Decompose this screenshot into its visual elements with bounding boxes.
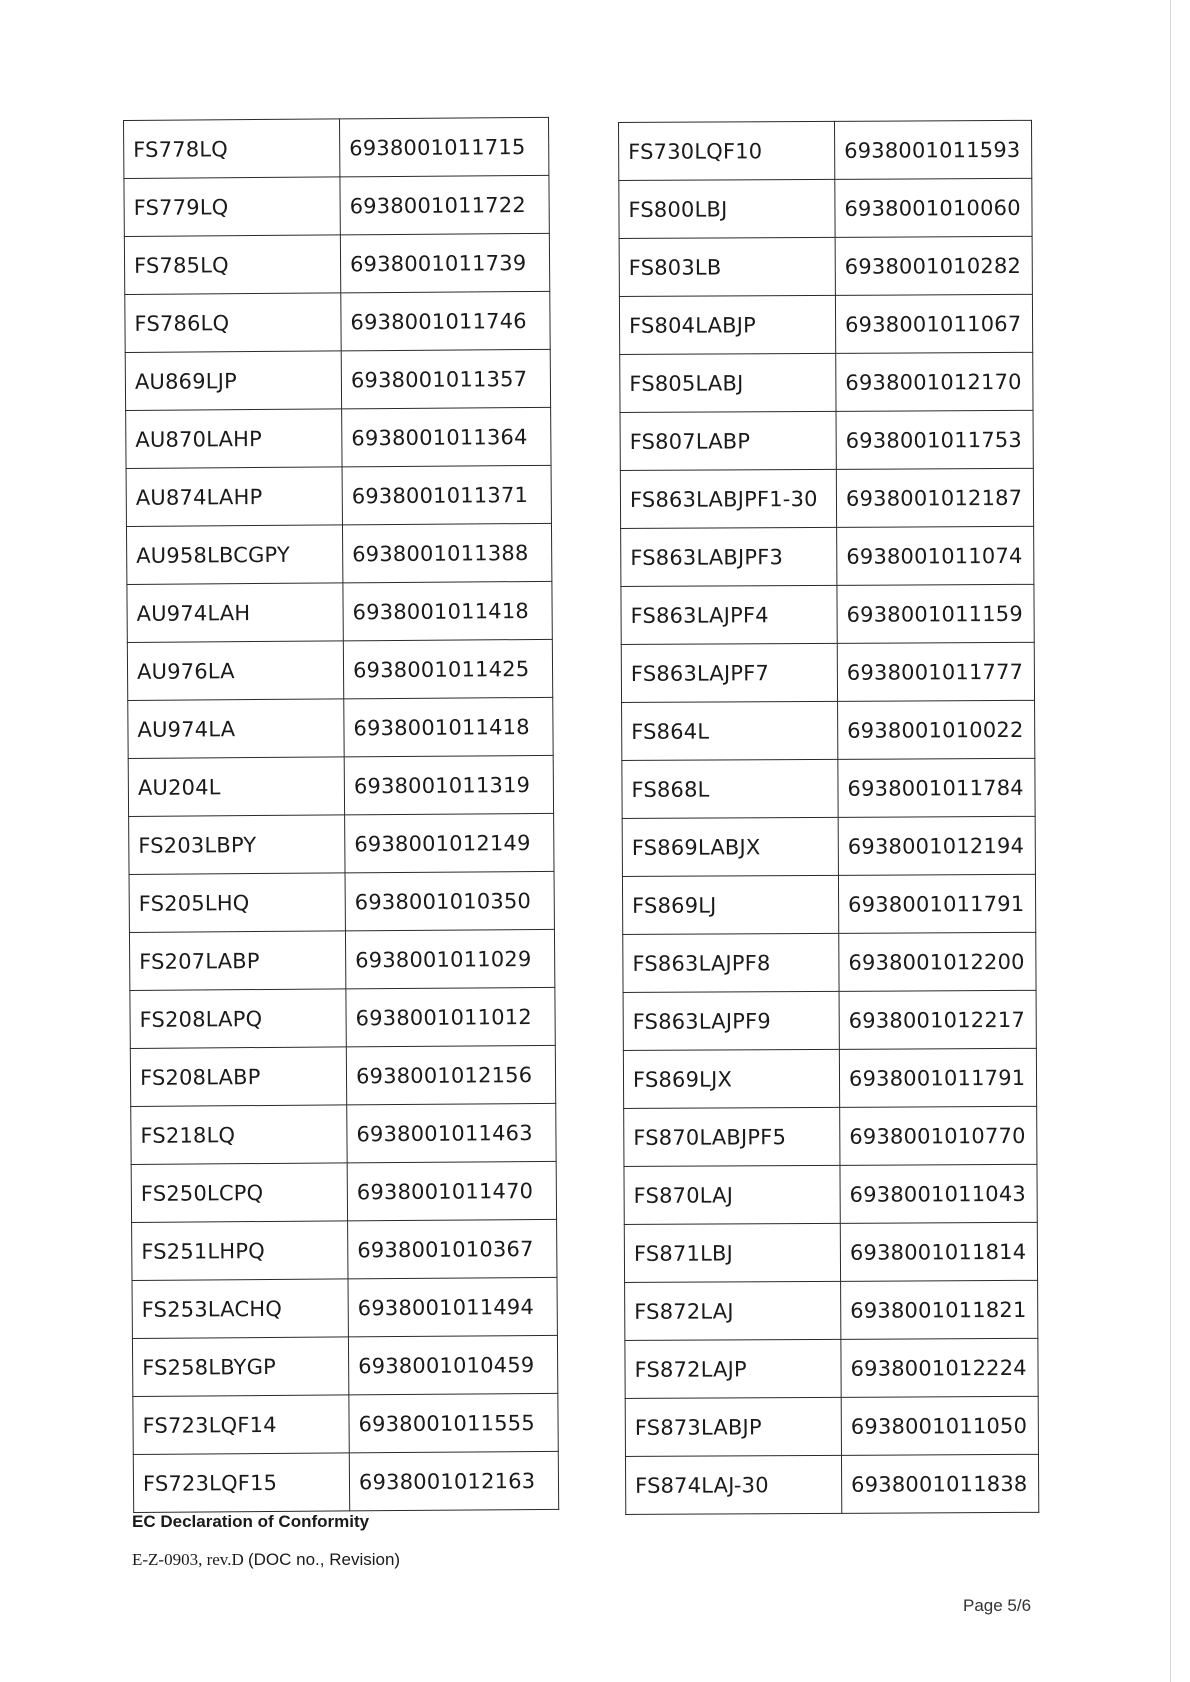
ean-code-cell: 6938001012217 <box>839 990 1036 1049</box>
table-row <box>624 1106 1037 1166</box>
ean-code-cell: 6938001011777 <box>837 642 1034 701</box>
model-cell: FS730LQF10 <box>619 121 835 180</box>
ean-code-cell: 6938001012163 <box>349 1451 558 1511</box>
ean-code-cell: 6938001011715 <box>339 117 548 177</box>
ean-code-cell: 6938001012156 <box>346 1045 555 1105</box>
model-cell: FS873LABJP <box>625 1397 841 1456</box>
table-row <box>133 1451 558 1512</box>
model-cell: FS208LABP <box>130 1047 346 1107</box>
table-row <box>623 932 1036 992</box>
table-row <box>622 758 1035 818</box>
ean-code-cell: 6938001011043 <box>840 1164 1037 1223</box>
left-product-table <box>123 117 559 1513</box>
table-row <box>130 987 555 1048</box>
table-row <box>622 874 1035 934</box>
table-row <box>129 813 554 874</box>
right-product-table <box>618 120 1039 1515</box>
table-row <box>625 1396 1038 1456</box>
table-row <box>619 236 1032 296</box>
table-row <box>129 871 554 932</box>
ean-code-cell: 6938001011425 <box>343 639 552 699</box>
table-row <box>619 294 1032 354</box>
model-cell: FS218LQ <box>131 1105 347 1165</box>
ean-code-cell: 6938001011463 <box>347 1103 556 1163</box>
model-cell: AU869LJP <box>125 351 341 411</box>
ean-code-cell: 6938001010350 <box>345 871 554 931</box>
model-cell: FS863LAJPF4 <box>621 585 837 644</box>
model-cell: FS872LAJ <box>625 1281 841 1340</box>
ean-code-cell: 6938001010459 <box>348 1335 557 1395</box>
document-number-line <box>132 1550 400 1570</box>
table-row <box>130 1045 555 1106</box>
model-cell: FS807LABP <box>620 411 836 470</box>
model-cell: FS805LABJ <box>620 353 836 412</box>
table-row <box>124 175 549 236</box>
ean-code-cell: 6938001011050 <box>841 1396 1038 1455</box>
model-cell: AU974LA <box>128 699 344 759</box>
document-number-label: (DOC no., Revision) <box>247 1550 401 1569</box>
ean-code-cell: 6938001011838 <box>841 1454 1038 1513</box>
table-row <box>625 1280 1038 1340</box>
table-row <box>622 816 1035 876</box>
ean-code-cell: 6938001011074 <box>837 526 1034 585</box>
model-cell: AU870LAHP <box>126 409 342 469</box>
ean-code-cell: 6938001012187 <box>836 468 1033 527</box>
ean-code-cell: 6938001012149 <box>345 813 554 873</box>
model-cell: FS872LAJP <box>625 1339 841 1398</box>
ean-code-cell: 6938001011494 <box>348 1277 557 1337</box>
ean-code-cell: 6938001011739 <box>340 233 549 293</box>
table-row <box>620 410 1033 470</box>
table-row <box>624 1222 1037 1282</box>
ean-code-cell: 6938001012224 <box>841 1338 1038 1397</box>
model-cell: FS870LAJ <box>624 1165 840 1224</box>
table-row <box>623 1048 1036 1108</box>
table-row <box>127 639 552 700</box>
ean-code-cell: 6938001011319 <box>344 755 553 815</box>
model-cell: FS251LHPQ <box>132 1221 348 1281</box>
ean-code-cell: 6938001010282 <box>835 236 1032 295</box>
model-cell: FS863LABJPF3 <box>621 527 837 586</box>
table-row <box>625 1454 1038 1514</box>
model-cell: FS864L <box>622 701 838 760</box>
table-row <box>625 1338 1038 1398</box>
table-row <box>620 468 1033 528</box>
model-cell: FS250LCPQ <box>131 1163 347 1223</box>
table-row <box>127 581 552 642</box>
ean-code-cell: 6938001010022 <box>838 700 1035 759</box>
table-row <box>132 1335 557 1396</box>
table-row <box>624 1164 1037 1224</box>
table-row <box>131 1103 556 1164</box>
table-row <box>620 352 1033 412</box>
document-number: E-Z-0903, rev.D <box>132 1550 244 1569</box>
model-cell: FS779LQ <box>124 177 340 237</box>
ean-code-cell: 6938001011791 <box>839 1048 1036 1107</box>
ean-code-cell: 6938001011593 <box>834 120 1031 179</box>
ean-code-cell: 6938001011357 <box>341 349 550 409</box>
table-row <box>619 120 1032 180</box>
ean-code-cell: 6938001011364 <box>342 407 551 467</box>
ean-code-cell: 6938001012170 <box>836 352 1033 411</box>
model-cell: FS205LHQ <box>129 873 345 933</box>
model-cell: FS863LABJPF1-30 <box>620 469 836 528</box>
model-cell: AU874LAHP <box>126 467 342 527</box>
table-row <box>124 233 549 294</box>
table-row <box>132 1219 557 1280</box>
model-cell: AU976LA <box>127 641 343 701</box>
model-cell: FS800LBJ <box>619 179 835 238</box>
ean-code-cell: 6938001011067 <box>835 294 1032 353</box>
table-row <box>132 1277 557 1338</box>
ean-code-cell: 6938001011814 <box>840 1222 1037 1281</box>
ean-code-cell: 6938001010060 <box>835 178 1032 237</box>
table-row <box>623 990 1036 1050</box>
ean-code-cell: 6938001011753 <box>836 410 1033 469</box>
ean-code-cell: 6938001010770 <box>840 1106 1037 1165</box>
table-row <box>133 1393 558 1454</box>
model-cell: FS869LJX <box>623 1049 839 1108</box>
right-table-body <box>619 120 1039 1514</box>
table-row <box>125 291 550 352</box>
ean-code-cell: 6938001011722 <box>340 175 549 235</box>
table-row <box>131 1161 556 1222</box>
ean-code-cell: 6938001011418 <box>343 581 552 641</box>
model-cell: FS863LAJPF7 <box>621 643 837 702</box>
model-cell: FS785LQ <box>124 235 340 295</box>
model-cell: FS869LJ <box>622 875 838 934</box>
model-cell: FS874LAJ-30 <box>625 1455 841 1514</box>
model-cell: FS868L <box>622 759 838 818</box>
table-row <box>129 929 554 990</box>
table-row <box>621 584 1034 644</box>
table-row <box>621 526 1034 586</box>
ean-code-cell: 6938001011555 <box>349 1393 558 1453</box>
table-row <box>126 407 551 468</box>
ean-code-cell: 6938001011159 <box>837 584 1034 643</box>
model-cell: FS869LABJX <box>622 817 838 876</box>
model-cell: FS723LQF14 <box>133 1395 349 1455</box>
model-cell: FS208LAPQ <box>130 989 346 1049</box>
model-cell: FS253LACHQ <box>132 1279 348 1339</box>
table-row <box>128 755 553 816</box>
table-row <box>126 523 551 584</box>
model-cell: AU974LAH <box>127 583 343 643</box>
ean-code-cell: 6938001010367 <box>348 1219 557 1279</box>
page-edge-line <box>1170 0 1171 1682</box>
table-row <box>621 642 1034 702</box>
ean-code-cell: 6938001011784 <box>838 758 1035 817</box>
model-cell: FS803LB <box>619 237 835 296</box>
table-row <box>125 349 550 410</box>
table-row <box>619 178 1032 238</box>
table-row <box>622 700 1035 760</box>
ean-code-cell: 6938001011388 <box>342 523 551 583</box>
ean-code-cell: 6938001011470 <box>347 1161 556 1221</box>
model-cell: FS723LQF15 <box>133 1453 349 1513</box>
page-number: Page 5/6 <box>963 1596 1032 1615</box>
model-cell: FS870LABJPF5 <box>624 1107 840 1166</box>
ean-code-cell: 6938001012200 <box>839 932 1036 991</box>
ean-code-cell: 6938001012194 <box>838 816 1035 875</box>
model-cell: FS804LABJP <box>619 295 835 354</box>
ean-code-cell: 6938001011371 <box>342 465 551 525</box>
table-row <box>126 465 551 526</box>
model-cell: AU204L <box>128 757 344 817</box>
model-cell: FS778LQ <box>124 119 340 179</box>
model-cell: AU958LBCGPY <box>126 525 342 585</box>
table-row <box>128 697 553 758</box>
model-cell: FS258LBYGP <box>132 1337 348 1397</box>
ean-code-cell: 6938001011821 <box>841 1280 1038 1339</box>
table-row <box>124 117 549 178</box>
model-cell: FS863LAJPF8 <box>623 933 839 992</box>
model-cell: FS863LAJPF9 <box>623 991 839 1050</box>
ean-code-cell: 6938001011746 <box>341 291 550 351</box>
ean-code-cell: 6938001011029 <box>345 929 554 989</box>
model-cell: FS207LABP <box>129 931 345 991</box>
ean-code-cell: 6938001011012 <box>346 987 555 1047</box>
ean-code-cell: 6938001011418 <box>344 697 553 757</box>
ean-code-cell: 6938001011791 <box>838 874 1035 933</box>
left-table-body <box>124 117 559 1512</box>
model-cell: FS786LQ <box>125 293 341 353</box>
document-title: EC Declaration of Conformity <box>132 1512 370 1531</box>
model-cell: FS871LBJ <box>624 1223 840 1282</box>
model-cell: FS203LBPY <box>129 815 345 875</box>
